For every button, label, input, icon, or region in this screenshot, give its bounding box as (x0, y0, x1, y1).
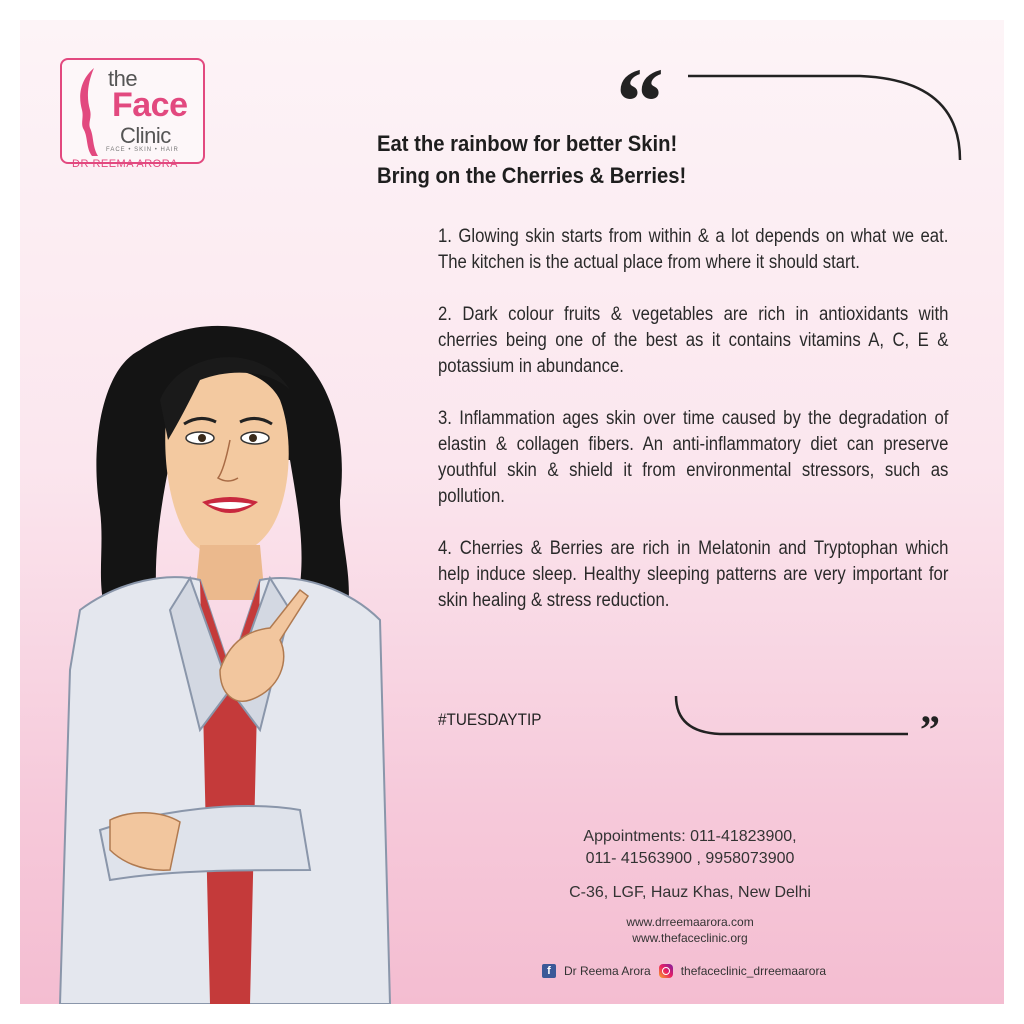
appointments-line-1: Appointments: 011-41823900, (583, 828, 797, 845)
tip-2: 2. Dark colour fruits & vegetables are rich in antioxidants with cherries being one of the best as it contains vitamins A, C, E & potassium in abundance. (438, 304, 949, 377)
tip-1: 1. Glowing skin starts from within & a lot depends on what we eat. The kitchen is the actual place from where it should start. (438, 226, 949, 273)
contact-block (520, 826, 860, 946)
social-links (542, 964, 826, 978)
logo-the: the (108, 66, 138, 91)
headline (377, 128, 892, 192)
logo-clinic: Clinic (120, 123, 171, 148)
instagram-label[interactable]: thefaceclinic_drreemaarora (680, 964, 827, 978)
clinic-logo (60, 58, 205, 164)
logo-face: Face (112, 86, 188, 124)
open-quote-icon: “ (616, 48, 664, 155)
close-quote-icon: ” (920, 707, 940, 752)
facebook-label[interactable]: Dr Reema Arora (564, 964, 651, 978)
headline-line-2: Bring on the Cherries & Berries! (377, 163, 687, 188)
appointments-line-2: 011- 41563900 , 9958073900 (585, 850, 795, 867)
hashtag: #TUESDAYTIP (438, 710, 542, 729)
instagram-icon[interactable] (659, 964, 673, 978)
address: C-36, LGF, Hauz Khas, New Delhi (569, 884, 811, 901)
tips-list (438, 224, 948, 640)
doctor-name: DR REEMA ARORA (72, 158, 179, 170)
website-2[interactable]: www.thefaceclinic.org (632, 931, 748, 945)
post-card (20, 20, 1004, 1004)
tip-3: 3. Inflammation ages skin over time caused by the degradation of elastin & collagen fibers. An anti-inflammatory diet can preserve youthful skin & shield it from environmental stressors, such as pollution. (438, 408, 949, 507)
facebook-icon[interactable]: f (542, 964, 556, 978)
doctor-illustration (40, 310, 400, 1004)
website-1[interactable]: www.drreemaarora.com (626, 915, 754, 929)
face-profile-icon (72, 66, 106, 158)
tip-4: 4. Cherries & Berries are rich in Melatonin and Tryptophan which help induce sleep. Healthy sleeping patterns are very important for skin healing & stress reduction. (438, 538, 949, 611)
headline-line-1: Eat the rainbow for better Skin! (377, 131, 678, 156)
logo-tagline: FACE • SKIN • HAIR (106, 147, 179, 153)
